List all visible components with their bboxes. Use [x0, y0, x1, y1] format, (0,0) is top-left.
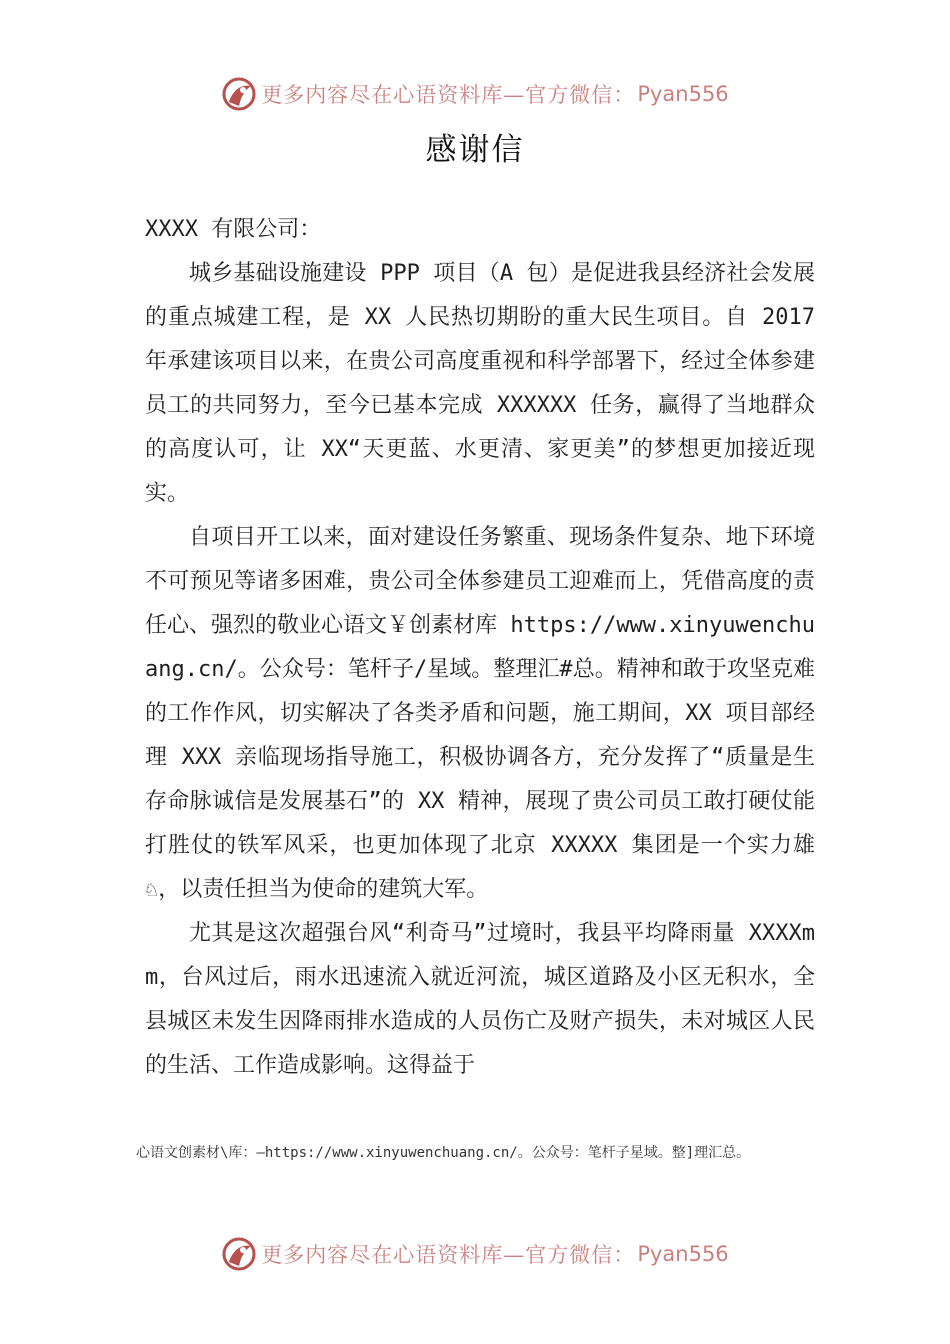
bottom-banner: [0, 1232, 950, 1276]
salutation: XXXX 有限公司：: [145, 217, 322, 242]
banner-text: 更多内容尽在心语资料库—官方微信：: [261, 1243, 636, 1267]
banner-wechat-id: Pyan556: [637, 1242, 729, 1266]
paragraph-2: 自项目开工以来，面对建设任务繁重、现场条件复杂、地下环境不可预见等诸多困难，贵公司全体参建员工迎难而上，凭借高度的责任心、强烈的敬业心语文￥创素材库 https://www.xinyuwenchuang.cn/。公众号：笔杆子/星域。整理汇#总。精神和敢于攻坚克难的工作作风，切实解决了各类矛盾和问题，施工期间，XX 项目部经理 XXX 亲临现场指导施工，积极协调各方，充分发挥了“质量是生存命脉诚信是发展基石”的 XX 精神，展现了贵公司员工敢打硬仗能打胜仗的铁军风采，也更加体现了北京 XXXXX 集团是一个实力雄♘，以责任担当为使命的建筑大军。: [145, 525, 815, 902]
letter-body: [145, 208, 815, 1088]
banner-text: 更多内容尽在心语资料库—官方微信：: [261, 83, 636, 107]
logo-icon: [221, 76, 257, 112]
banner-wechat-id: Pyan556: [637, 82, 729, 106]
footer-note: 心语文创素材\库：—https://www.xinyuwenchuang.cn/。公众号：笔杆子星域。整]理汇总。: [136, 1145, 751, 1161]
logo-icon: [221, 1236, 257, 1272]
paragraph-1: 城乡基础设施建设 PPP 项目（A 包）是促进我县经济社会发展的重点城建工程，是 XX 人民热切期盼的重大民生项目。自 2017 年承建该项目以来，在贵公司高度重视和科学部署下，经过全体参建员工的共同努力，至今已基本完成 XXXXXX 任务，赢得了当地群众的高度认可，让 XX“天更蓝、水更清、家更美”的梦想更加接近现实。: [145, 261, 815, 506]
top-banner: [0, 72, 950, 116]
page-title: 感谢信: [425, 132, 525, 168]
paragraph-3: 尤其是这次超强台风“利奇马”过境时，我县平均降雨量 XXXXmm，台风过后，雨水迅速流入就近河流，城区道路及小区无积水，全县城区未发生因降雨排水造成的人员伤亡及财产损失，未对城区人民的生活、工作造成影响。这得益于: [145, 921, 815, 1078]
